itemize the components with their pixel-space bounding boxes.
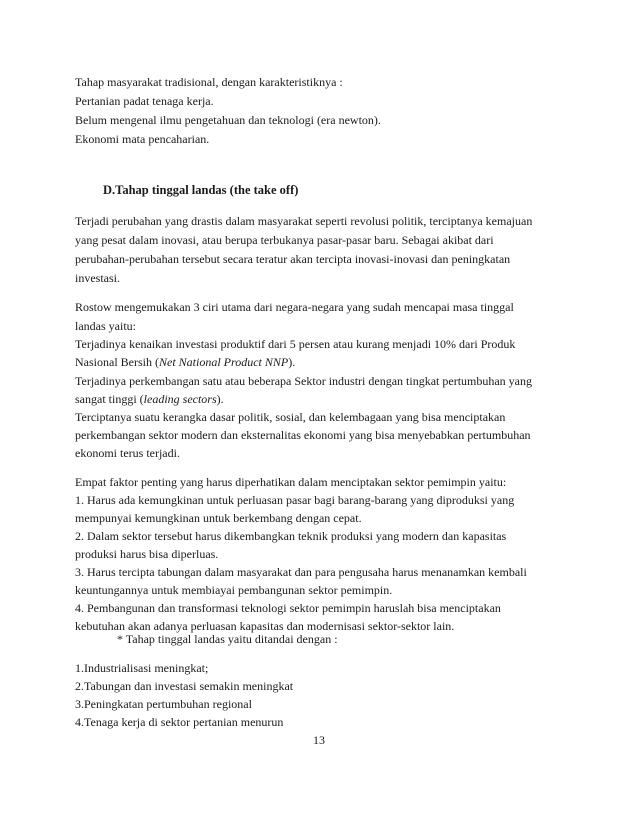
paragraph-line: kebutuhan akan adanya perluasan kapasitas dan modernisasi sektor-sektor lain.: [75, 619, 455, 633]
paragraph-line: mempunyai kemungkinan untuk berkembang dengan cepat.: [75, 511, 362, 525]
intro-line: Pertanian padat tenaga kerja.: [75, 94, 214, 108]
paragraph-line: Empat faktor penting yang harus diperhatikan dalam menciptakan sektor pemimpin yaitu:: [75, 475, 507, 489]
list-item: 3.Peningkatan pertumbuhan regional: [75, 697, 252, 711]
list-item: 1.Industrialisasi meningkat;: [75, 661, 209, 675]
subheading: * Tahap tinggal landas yaitu ditandai dengan :: [117, 632, 338, 646]
paragraph-line: 4. Pembangunan dan transformasi teknologi sektor pemimpin haruslah bisa menciptakan: [75, 601, 501, 615]
intro-line: Tahap masyarakat tradisional, dengan karakteristiknya :: [75, 75, 343, 89]
paragraph-line: ekonomi terus terjadi.: [75, 446, 180, 460]
paragraph-line: perkembangan sektor modern dan eksternalitas ekonomi yang bisa menyebabkan pertumbuhan: [75, 428, 531, 442]
paragraph-line: Terjadinya kenaikan investasi produktif dari 5 persen atau kurang menjadi 10% dari Produk: [75, 337, 516, 351]
paragraph-line: Terjadinya perkembangan satu atau beberapa Sektor industri dengan tingkat pertumbuhan yang: [75, 374, 533, 388]
paragraph-line: perubahan-perubahan tersebut secara teratur akan tercipta inovasi-inovasi dan peningkatan: [75, 252, 511, 266]
paragraph-line: 2. Dalam sektor tersebut harus dikembangkan teknik produksi yang modern dan kapasitas: [75, 529, 507, 543]
paragraph-line: Rostow mengemukakan 3 ciri utama dari negara-negara yang sudah mencapai masa tinggal: [75, 300, 514, 314]
paragraph-line: investasi.: [75, 271, 120, 285]
intro-line: Belum mengenal ilmu pengetahuan dan teknologi (era newton).: [75, 113, 381, 127]
paragraph-line: sangat tinggi (leading sectors).: [75, 392, 224, 406]
list-item: 4.Tenaga kerja di sektor pertanian menurun: [75, 715, 284, 729]
page-number: 13: [313, 733, 325, 747]
paragraph-line: Nasional Bersih (Net National Product NNP).: [75, 355, 296, 369]
paragraph-line: 3. Harus tercipta tabungan dalam masyarakat dan para pengusaha harus menanamkan kembali: [75, 565, 527, 579]
paragraph-line: Terciptanya suatu kerangka dasar politik, sosial, dan kelembagaan yang bisa menciptakan: [75, 410, 506, 424]
section-heading: D.Tahap tinggal landas (the take off): [103, 183, 299, 197]
paragraph-line: keuntungannya untuk membiayai pembangunan sektor pemimpin.: [75, 583, 393, 597]
list-item: 2.Tabungan dan investasi semakin meningkat: [75, 679, 294, 693]
paragraph-line: produksi harus bisa diperluas.: [75, 547, 219, 561]
paragraph-line: Terjadi perubahan yang drastis dalam masyarakat seperti revolusi politik, terciptanya kemajuan: [75, 214, 533, 228]
paragraph-line: landas yaitu:: [75, 319, 136, 333]
paragraph-line: 1. Harus ada kemungkinan untuk perluasan pasar bagi barang-barang yang diproduksi yang: [75, 493, 515, 507]
paragraph-line: yang pesat dalam inovasi, atau berupa terbukanya pasar-pasar baru. Sebagai akibat dari: [75, 233, 494, 247]
intro-line: Ekonomi mata pencaharian.: [75, 132, 210, 146]
